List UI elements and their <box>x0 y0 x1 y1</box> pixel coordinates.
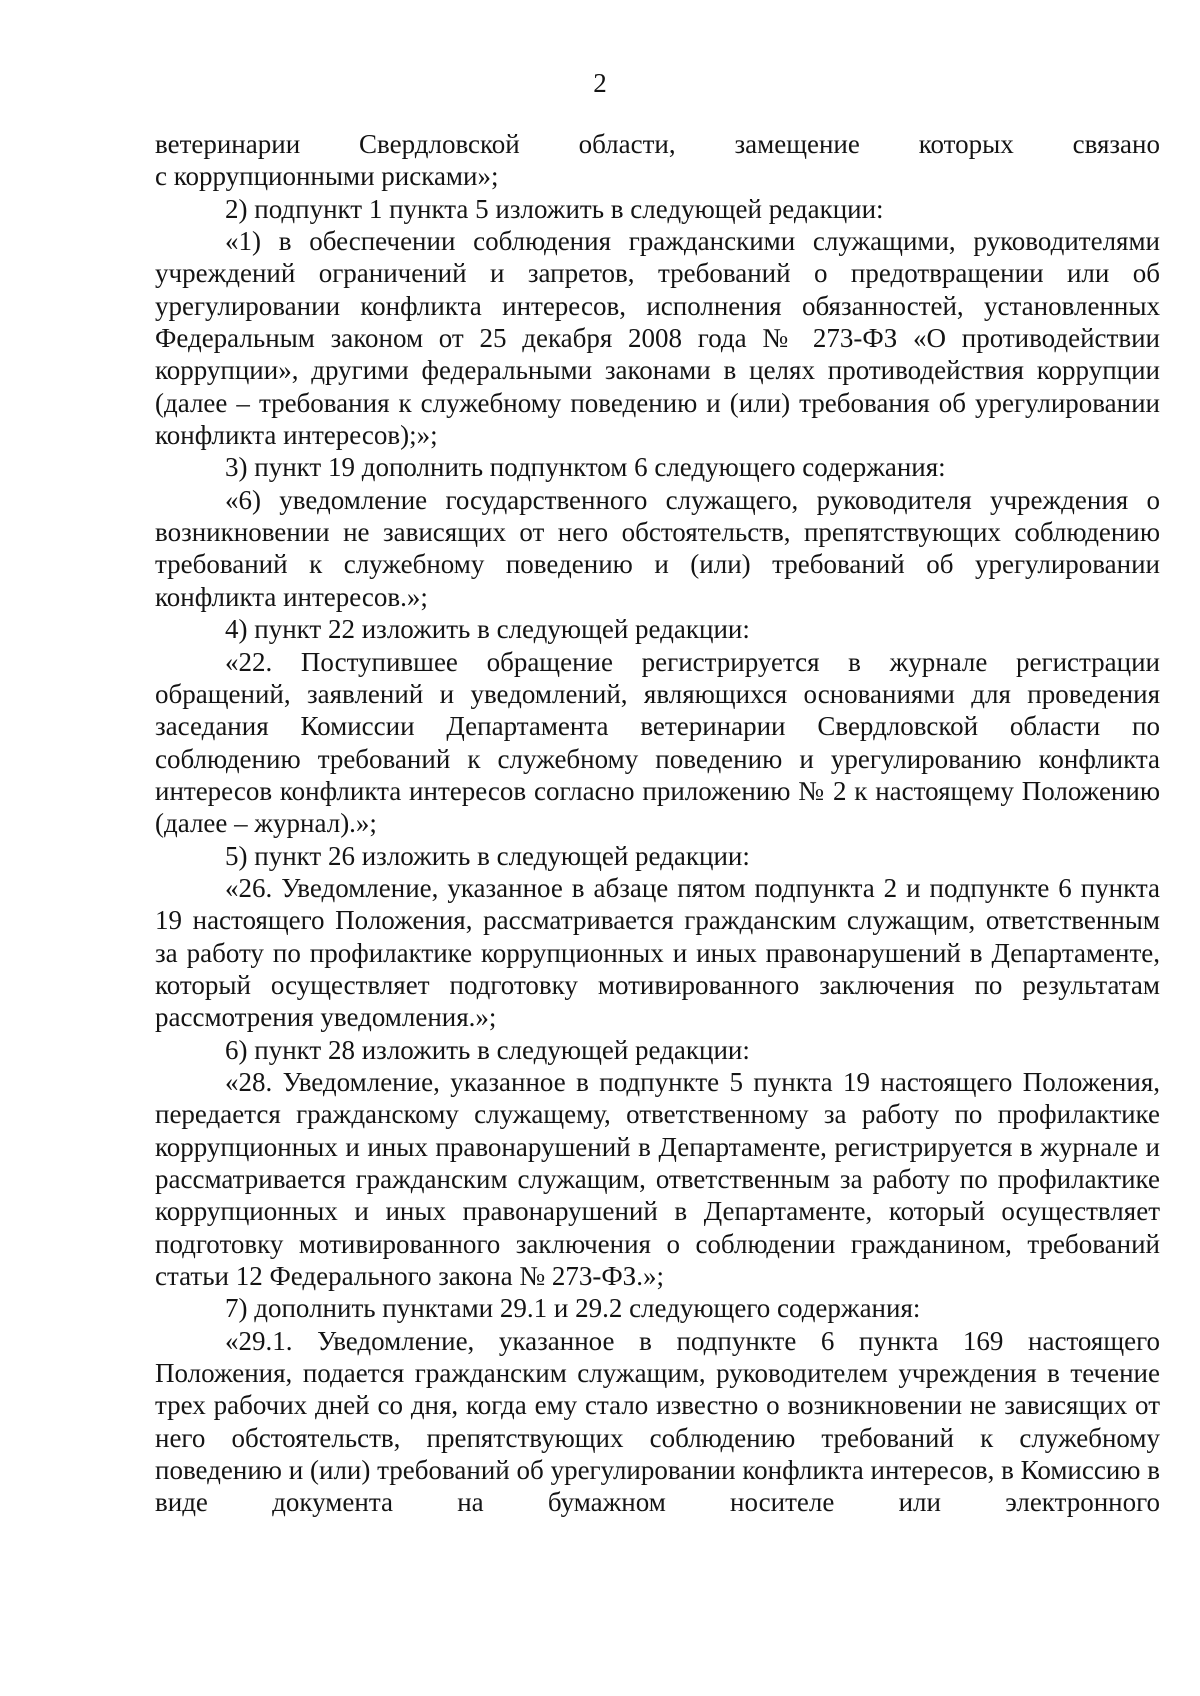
amendment-item-3: 3) пункт 19 дополнить подпунктом 6 следующего содержания: <box>225 452 946 483</box>
amendment-item-4: 4) пункт 22 изложить в следующей редакции: <box>225 614 750 645</box>
amendment-text-2: «1) в обеспечении соблюдения гражданскими служащими, руководителями учреждений ограничений и запретов, требований о предотвращении или об урегулировании конфликта интересов, исполнения обязанностей, установленных Федеральным законом от 25 декабря 2008 года № 273-ФЗ «О противодействии коррупции», другими федеральными законами в целях противодействия коррупции (далее – требования к служебному поведению и (или) требования об урегулировании конфликта интересов);»; <box>155 226 1160 451</box>
amendment-text-5: «26. Уведомление, указанное в абзаце пятом подпункта 2 и подпункте 6 пункта 19 настоящего Положения, рассматривается гражданским служащим, ответственным за работу по профилактике коррупционных и иных правонарушений в Департаменте, который осуществляет подготовку мотивированного заключения по результатам рассмотрения уведомления.»; <box>155 872 1160 1033</box>
amendment-text-4: «22. Поступившее обращение регистрируется в журнале регистрации обращений, заявлений и уведомлений, являющихся основаниями для проведения заседания Комиссии Департамента ветеринарии Свердловской области по соблюдению требований к служебному поведению и урегулированию конфликта интересов конфликта интересов согласно приложению № 2 к настоящему Положению (далее – журнал).»; <box>155 646 1160 839</box>
amendment-item-5: 5) пункт 26 изложить в следующей редакции: <box>225 840 750 871</box>
paragraph-continuation-end: с коррупционными рисками»; <box>155 161 499 192</box>
amendment-item-2: 2) подпункт 1 пункта 5 изложить в следующей редакции: <box>225 193 884 224</box>
amendment-item-6: 6) пункт 28 изложить в следующей редакции: <box>225 1034 750 1065</box>
paragraph-continuation: ветеринарии Свердловской области, замещение которых связано <box>155 129 1160 159</box>
document-body <box>155 128 1160 1519</box>
page-number: 2 <box>593 68 607 98</box>
amendment-text-3: «6) уведомление государственного служащего, руководителя учреждения о возникновении не зависящих от него обстоятельств, препятствующих соблюдению требований к служебному поведению и (или) требований об урегулировании конфликта интересов.»; <box>155 484 1160 612</box>
amendment-text-7: «29.1. Уведомление, указанное в подпункте 6 пункта 169 настоящего Положения, подается гражданским служащим, руководителем учреждения в течение трех рабочих дней со дня, когда ему стало известно о возникновении не зависящих от него обстоятельств, препятствующих соблюдению требований к служебному поведению и (или) требований об урегулировании конфликта интересов, в Комиссию в виде документа на бумажном носителе или электронного <box>155 1325 1160 1518</box>
amendment-text-6: «28. Уведомление, указанное в подпункте 5 пункта 19 настоящего Положения, передается гражданскому служащему, ответственному за работу по профилактике коррупционных и иных правонарушений в Департаменте, регистрируется в журнале и рассматривается гражданским служащим, ответственным за работу по профилактике коррупционных и иных правонарушений в Департаменте, который осуществляет подготовку мотивированного заключения о соблюдении гражданином, требований статьи 12 Федерального закона № 273-ФЗ.»; <box>155 1066 1160 1292</box>
amendment-item-7: 7) дополнить пунктами 29.1 и 29.2 следующего содержания: <box>225 1293 921 1324</box>
